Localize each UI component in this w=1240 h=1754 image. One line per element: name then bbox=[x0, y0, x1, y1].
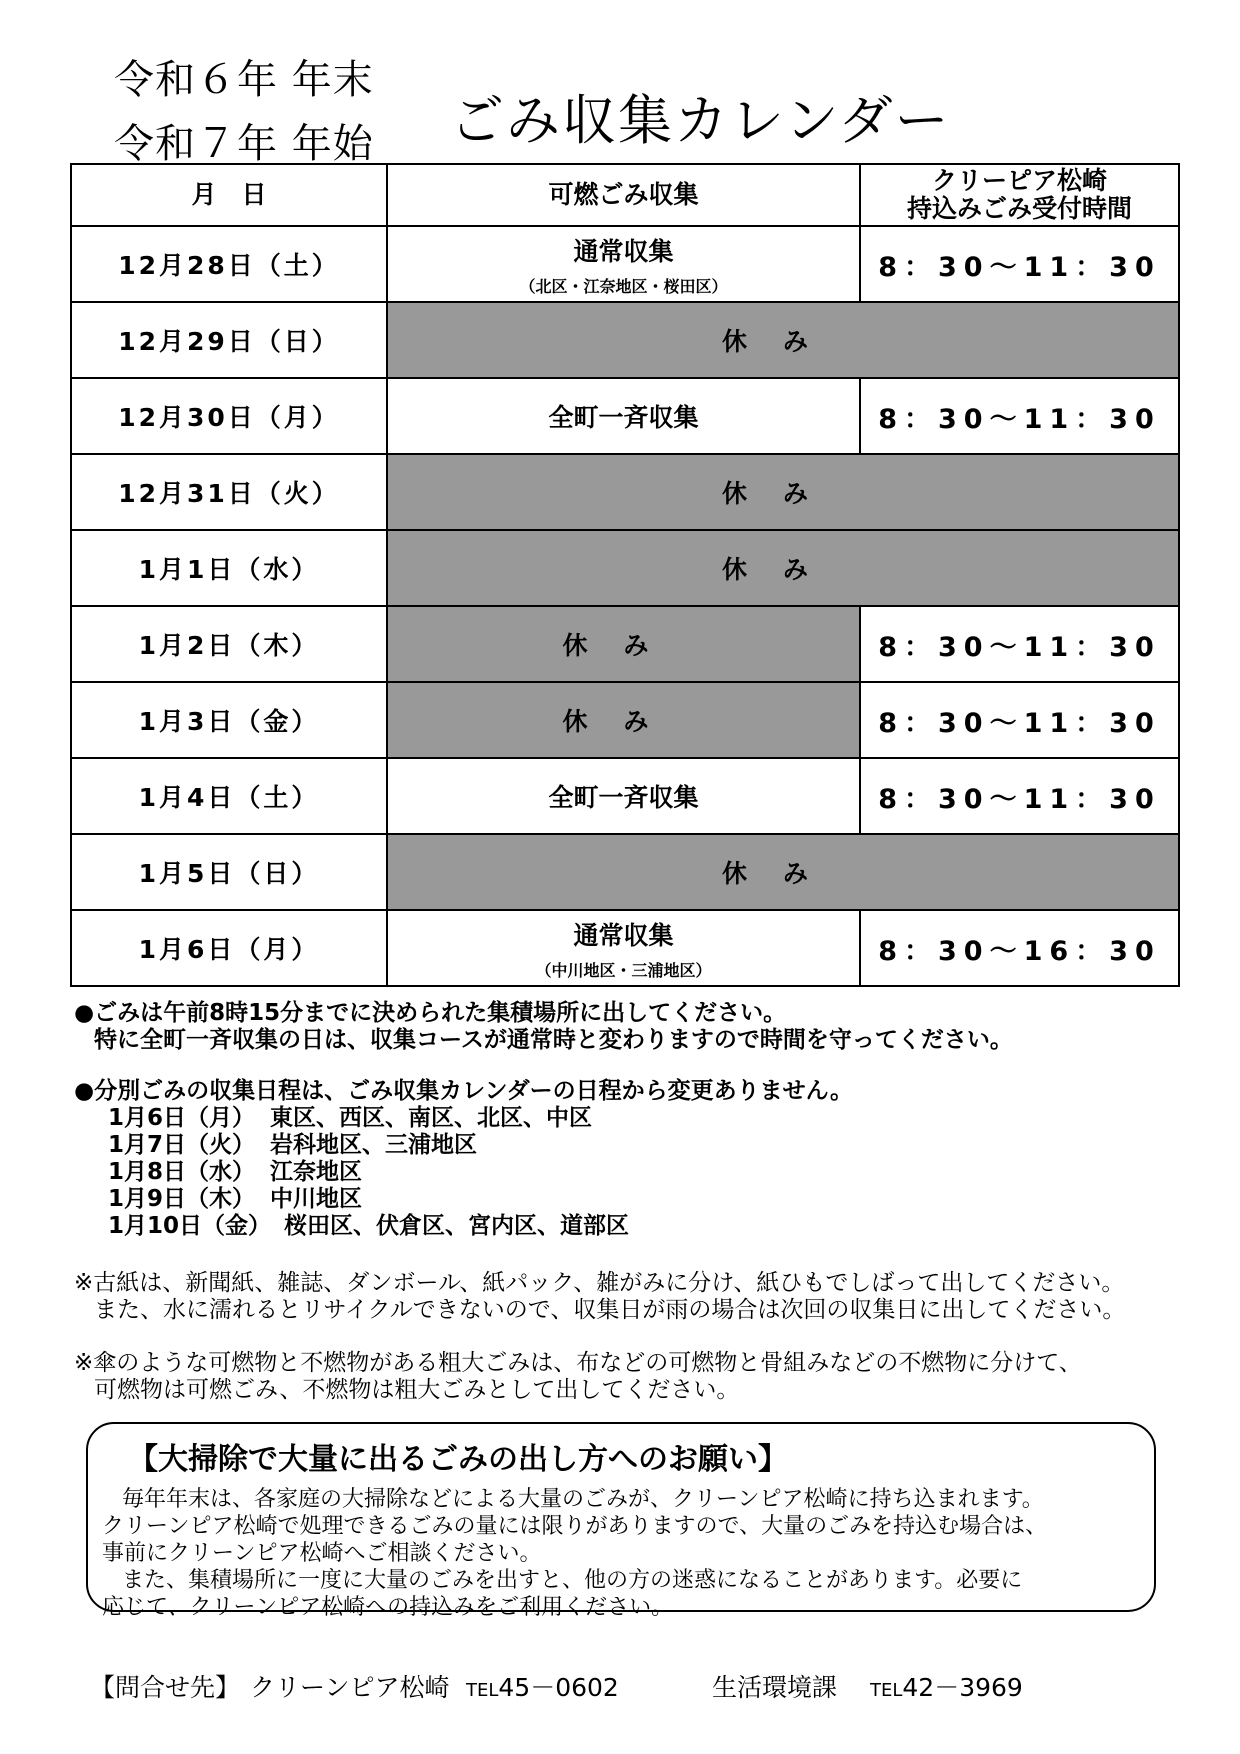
row-date: 1月5日（日） bbox=[71, 834, 387, 910]
request-line2: クリーンピア松崎で処理できるごみの量には限りがありますので、大量のごみを持込む場合は、 bbox=[102, 1514, 1048, 1539]
list-item bbox=[74, 1213, 853, 1240]
table-row bbox=[71, 226, 1179, 302]
contact-tel1 bbox=[466, 1668, 619, 1704]
contact-label: 【問合せ先】 bbox=[90, 1673, 241, 1702]
list-item bbox=[74, 1132, 853, 1159]
row-time: 8：30～11：30 bbox=[860, 226, 1179, 302]
sorted-day: 1月10日（金） bbox=[108, 1213, 272, 1239]
request-title: 【大掃除で大量に出るごみの出し方へのお願い】 bbox=[128, 1442, 788, 1477]
header-burnable: 可燃ごみ収集 bbox=[387, 164, 860, 226]
row-time: 8：30～11：30 bbox=[860, 682, 1179, 758]
table-row bbox=[71, 910, 1179, 986]
list-item bbox=[74, 1159, 853, 1186]
request-line3: 事前にクリーンピア松崎へご相談ください。 bbox=[102, 1541, 542, 1566]
row-date: 1月4日（土） bbox=[71, 758, 387, 834]
table-row bbox=[71, 530, 1179, 606]
note-putout-time bbox=[74, 1000, 1013, 1054]
row-burnable-closed: 休み bbox=[387, 682, 860, 758]
request-body bbox=[102, 1486, 1047, 1621]
table-header-row bbox=[71, 164, 1179, 226]
request-box bbox=[86, 1422, 1156, 1620]
tel1-number: 45－0602 bbox=[498, 1673, 619, 1702]
list-item bbox=[74, 1105, 853, 1132]
request-line4: また、集積場所に一度に大量のごみを出すと、他の方の迷惑になることがあります。必要に bbox=[122, 1568, 1023, 1593]
sorted-day: 1月9日（木） bbox=[108, 1186, 256, 1212]
burnable-areas: （北区・江奈地区・桜田区） bbox=[519, 276, 728, 296]
sorted-areas: 岩科地区、三浦地区 bbox=[270, 1132, 477, 1158]
sorted-day: 1月7日（火） bbox=[108, 1132, 256, 1158]
table-row bbox=[71, 454, 1179, 530]
sorted-areas: 東区、西区、南区、北区、中区 bbox=[270, 1105, 592, 1131]
collection-schedule-table bbox=[70, 163, 1180, 987]
tel2-number: 42－3969 bbox=[902, 1673, 1023, 1702]
table-row bbox=[71, 758, 1179, 834]
sorted-areas: 桜田区、伏倉区、宮内区、道部区 bbox=[284, 1213, 629, 1239]
page-title: ごみ収集カレンダー bbox=[450, 89, 951, 152]
row-burnable-closed: 休み bbox=[387, 606, 860, 682]
note-waste-paper bbox=[74, 1270, 1125, 1324]
request-line5: 応じて、クリーンピア松崎への持込みをご利用ください。 bbox=[102, 1595, 674, 1620]
list-item bbox=[74, 1186, 853, 1213]
row-closed: 休み bbox=[387, 302, 1179, 378]
contact-org2: 生活環境課 bbox=[712, 1673, 838, 1702]
row-closed: 休み bbox=[387, 530, 1179, 606]
row-time: 8：30～11：30 bbox=[860, 378, 1179, 454]
era-year-end: 令和６年 年末 bbox=[114, 57, 374, 103]
row-date: 12月31日（火） bbox=[71, 454, 387, 530]
row-burnable bbox=[387, 226, 860, 302]
row-closed: 休み bbox=[387, 834, 1179, 910]
row-time: 8：30～11：30 bbox=[860, 758, 1179, 834]
contact-tel2 bbox=[870, 1668, 1023, 1704]
row-date: 1月6日（月） bbox=[71, 910, 387, 986]
table-row bbox=[71, 606, 1179, 682]
header-date: 月 日 bbox=[71, 164, 387, 226]
request-line1: 毎年年末は、各家庭の大掃除などによる大量のごみが、クリーンピア松崎に持ち込まれます。 bbox=[122, 1487, 1044, 1512]
note-bulky-waste bbox=[74, 1350, 1082, 1404]
burnable-label: 通常収集 bbox=[573, 920, 674, 950]
note4-line1: ※傘のような可燃物と不燃物がある粗大ごみは、布などの可燃物と骨組みなどの不燃物に分けて、 bbox=[74, 1350, 1082, 1376]
note4-line2: 可燃物は可燃ごみ、不燃物は粗大ごみとして出してください。 bbox=[94, 1377, 740, 1403]
era-year-start: 令和７年 年始 bbox=[114, 121, 374, 167]
row-burnable: 全町一斉収集 bbox=[387, 758, 860, 834]
note2-heading: ●分別ごみの収集日程は、ごみ収集カレンダーの日程から変更ありません。 bbox=[74, 1078, 853, 1104]
tel-mark: TEL bbox=[870, 1680, 903, 1701]
note-sorted-schedule bbox=[74, 1078, 853, 1240]
row-time: 8：30～16：30 bbox=[860, 910, 1179, 986]
row-time: 8：30～11：30 bbox=[860, 606, 1179, 682]
note1-line2: 特に全町一斉収集の日は、収集コースが通常時と変わりますので時間を守ってください。 bbox=[94, 1027, 1013, 1053]
tel-mark: TEL bbox=[466, 1680, 499, 1701]
table-row bbox=[71, 378, 1179, 454]
table-row bbox=[71, 834, 1179, 910]
row-date: 12月30日（月） bbox=[71, 378, 387, 454]
header-cleanpia-line1: クリーピア松崎 bbox=[931, 166, 1107, 195]
table-row bbox=[71, 682, 1179, 758]
header-cleanpia-line2: 持込みごみ受付時間 bbox=[906, 194, 1132, 223]
sorted-areas: 中川地区 bbox=[270, 1186, 362, 1212]
row-date: 1月1日（水） bbox=[71, 530, 387, 606]
note1-line1: ●ごみは午前8時15分までに決められた集積場所に出してください。 bbox=[74, 1000, 787, 1026]
header-cleanpia bbox=[860, 164, 1179, 226]
burnable-label: 通常収集 bbox=[573, 236, 674, 266]
row-date: 12月29日（日） bbox=[71, 302, 387, 378]
sorted-day: 1月6日（月） bbox=[108, 1105, 256, 1131]
note3-line2: また、水に濡れるとリサイクルできないので、収集日が雨の場合は次回の収集日に出してください。 bbox=[94, 1297, 1126, 1323]
row-date: 12月28日（土） bbox=[71, 226, 387, 302]
row-burnable bbox=[387, 910, 860, 986]
row-date: 1月3日（金） bbox=[71, 682, 387, 758]
contact-org1: クリーンピア松崎 bbox=[250, 1673, 450, 1702]
sorted-day: 1月8日（水） bbox=[108, 1159, 256, 1185]
table-row bbox=[71, 302, 1179, 378]
note3-line1: ※古紙は、新聞紙、雑誌、ダンボール、紙パック、雑がみに分け、紙ひもでしばって出してください。 bbox=[74, 1270, 1125, 1296]
burnable-areas: （中川地区・三浦地区） bbox=[535, 960, 712, 980]
row-burnable: 全町一斉収集 bbox=[387, 378, 860, 454]
row-closed: 休み bbox=[387, 454, 1179, 530]
sorted-areas: 江奈地区 bbox=[270, 1159, 362, 1185]
row-date: 1月2日（木） bbox=[71, 606, 387, 682]
